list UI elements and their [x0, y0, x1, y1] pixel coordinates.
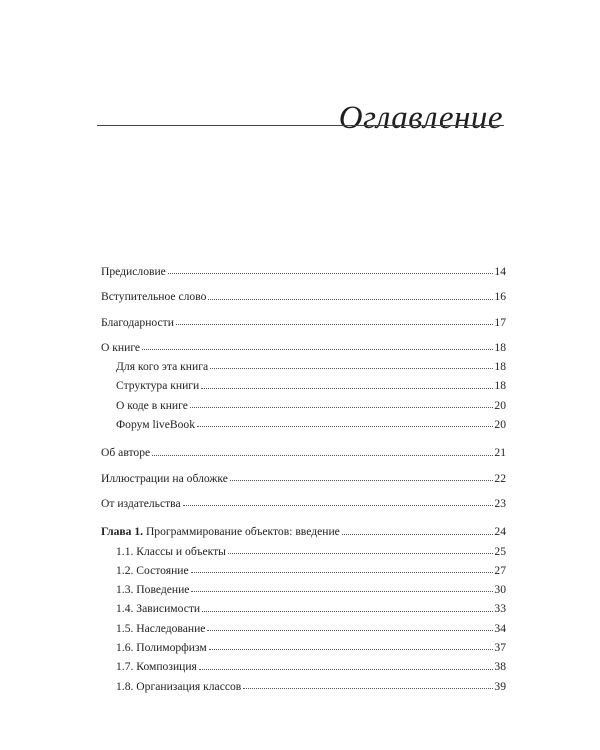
dot-leader [342, 534, 493, 535]
toc-entry-title: 1.3. Поведение [116, 583, 190, 597]
toc-entry-title: Структура книги [116, 379, 200, 393]
toc-subentry-code[interactable] [101, 396, 506, 415]
toc-entry-title: Вступительное слово [101, 290, 207, 304]
toc-entry-page: 24 [494, 525, 506, 539]
toc-entry-page: 18 [494, 360, 506, 374]
dot-leader [201, 388, 493, 389]
toc-entry-title: 1.5. Наследование [116, 621, 206, 635]
toc-entry-title: О коде в книге [116, 398, 188, 412]
toc-section-1-2[interactable] [101, 561, 506, 580]
toc-entry-page: 39 [494, 679, 506, 693]
toc-entry-page: 38 [494, 660, 506, 674]
toc-entry-title [101, 522, 341, 541]
page-title: Оглавление [338, 100, 503, 137]
dot-leader [210, 368, 493, 369]
dot-leader [230, 480, 493, 481]
toc-entry-page: 33 [494, 602, 506, 616]
dot-leader [243, 688, 493, 689]
toc-subentry-forum[interactable] [101, 415, 506, 434]
toc-section-1-7[interactable] [101, 657, 506, 676]
toc-entry-publisher[interactable] [101, 494, 506, 513]
toc-entry-title: 1.7. Композиция [116, 660, 197, 674]
toc-entry-title: Предисловие [101, 265, 166, 278]
dot-leader [176, 324, 493, 325]
toc-section-1-6[interactable] [101, 638, 506, 657]
toc-entry-page: 27 [494, 563, 506, 577]
title-divider [97, 125, 504, 126]
dot-leader [208, 299, 493, 300]
dot-leader [207, 630, 493, 631]
dot-leader [191, 591, 493, 592]
toc-entry-cover-illustration[interactable] [101, 469, 506, 488]
toc-entry-page: 18 [494, 340, 506, 354]
toc-entry-page: 25 [494, 544, 506, 558]
toc-entry-title: Для кого эта книга [116, 360, 209, 374]
toc-subentry-audience[interactable] [101, 357, 506, 376]
toc-entry-page: 21 [494, 446, 506, 460]
toc-section-1-8[interactable] [101, 677, 506, 696]
toc-entry-acknowledgements[interactable] [101, 313, 506, 332]
toc-entry-title: 1.6. Полиморфизм [116, 641, 207, 655]
toc-entry-preface[interactable] [101, 262, 506, 281]
toc-entry-title: 1.8. Организация классов [116, 679, 242, 693]
toc-entry-title: 1.1. Классы и объекты [116, 544, 226, 558]
toc-entry-title: 1.2. Состояние [116, 563, 189, 577]
toc-entry-page: 22 [494, 471, 506, 485]
toc-entry-title: Об авторе [101, 446, 151, 460]
dot-leader [152, 455, 493, 456]
toc-entry-page: 23 [494, 496, 506, 510]
toc-section-1-3[interactable] [101, 580, 506, 599]
toc-section-1-4[interactable] [101, 599, 506, 618]
toc-subentry-structure[interactable] [101, 376, 506, 395]
toc-entry-title: О книге [101, 340, 141, 354]
toc-entry-title: Благодарности [101, 315, 174, 329]
toc-entry-foreword[interactable] [101, 287, 506, 306]
dot-leader [199, 669, 493, 670]
dot-leader [142, 349, 493, 350]
dot-leader [197, 426, 493, 427]
toc-entry-title: Форум liveBook [116, 418, 195, 432]
toc-entry-page: 20 [494, 418, 506, 432]
toc-entry-title: Иллюстрации на обложке [101, 471, 228, 485]
toc-entry-chapter-1[interactable] [101, 522, 506, 541]
dot-leader [228, 553, 493, 554]
table-of-contents [101, 262, 506, 696]
toc-entry-page: 20 [494, 398, 506, 412]
dot-leader [190, 407, 493, 408]
dot-leader [191, 572, 493, 573]
toc-entry-page: 34 [494, 621, 506, 635]
toc-entry-about-book[interactable] [101, 338, 506, 357]
toc-entry-page: 16 [494, 290, 506, 304]
dot-leader [183, 505, 493, 506]
chapter-prefix: Глава 1. [101, 525, 144, 539]
toc-entry-page: 18 [494, 379, 506, 393]
toc-entry-page: 37 [494, 641, 506, 655]
chapter-title: Программирование объектов: введение [145, 525, 340, 539]
dot-leader [168, 273, 493, 274]
toc-section-1-5[interactable] [101, 619, 506, 638]
toc-entry-title: От издательства [101, 496, 181, 510]
dot-leader [202, 611, 493, 612]
dot-leader [209, 649, 493, 650]
toc-entry-page: 30 [494, 583, 506, 597]
toc-entry-page: 17 [494, 315, 506, 329]
toc-entry-page: 14 [494, 265, 506, 278]
toc-entry-about-author[interactable] [101, 443, 506, 462]
toc-entry-title: 1.4. Зависимости [116, 602, 201, 616]
toc-section-1-1[interactable] [101, 542, 506, 561]
